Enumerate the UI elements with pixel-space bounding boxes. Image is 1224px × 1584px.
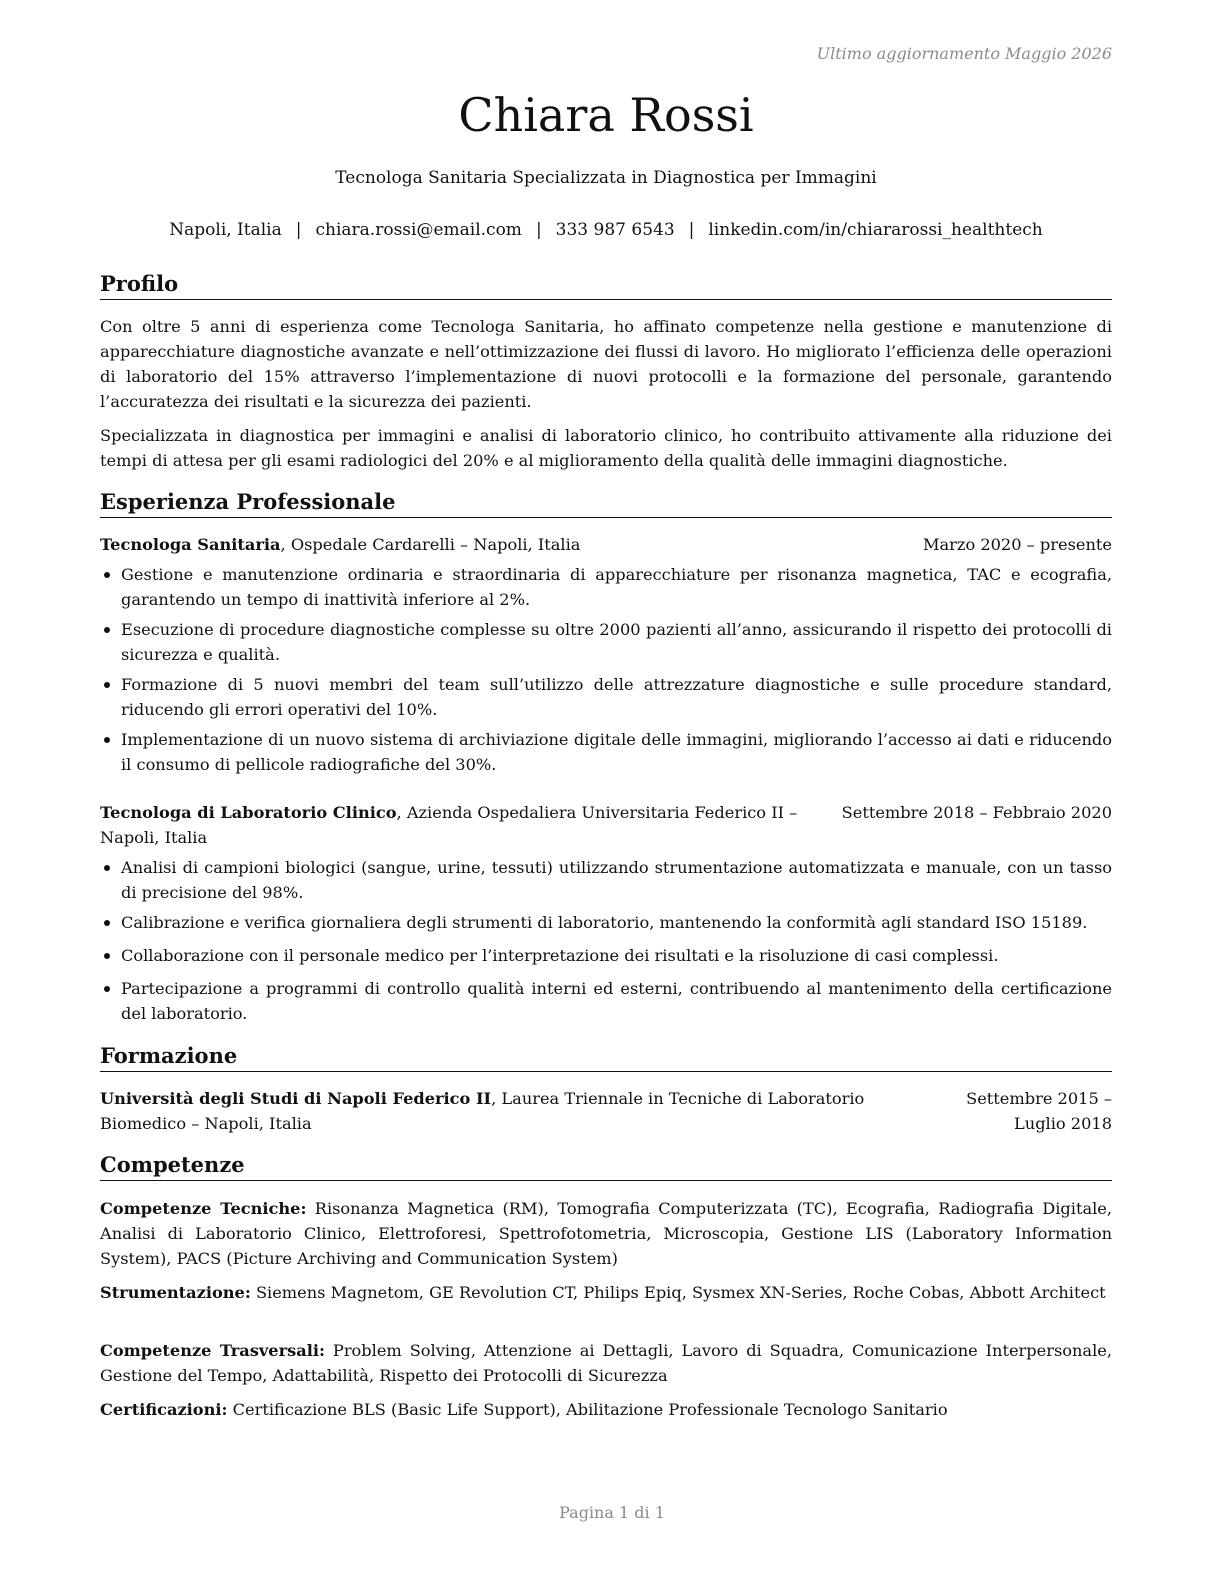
education-degree: , Laurea Triennale in Tecniche di Laboratorio Biomedico – Napoli, Italia — [100, 1089, 865, 1133]
job-bullet: Implementazione di un nuovo sistema di archiviazione digitale delle immagini, migliorando l’accesso ai dati e riducendo il consumo di pellicole radiografiche del 30%. — [100, 727, 1112, 777]
section-title-profile: Profilo — [100, 271, 1112, 300]
job-bullets — [100, 562, 1112, 782]
job-organization: , Ospedale Cardarelli – Napoli, Italia — [280, 535, 581, 554]
skill-group-label: Strumentazione: — [100, 1283, 251, 1302]
skill-group-text: Problem Solving, Attenzione ai Dettagli, Lavoro di Squadra, Comunicazione Interpersonale, Gestione del Tempo, Adattabilità, Rispetto dei Protocolli di Sicurezza — [100, 1341, 1112, 1385]
education-dates: Settembre 2015 – Luglio 2018 — [966, 1089, 1112, 1133]
skill-group-text: Siemens Magnetom, GE Revolution CT, Philips Epiq, Sysmex XN-Series, Roche Cobas, Abbott Architect — [250, 1283, 1106, 1302]
profile-paragraph-1: Con oltre 5 anni di esperienza come Tecnologa Sanitaria, ho affinato competenze nella gestione e manutenzione di apparecchiature diagnostiche avanzate e nell’ottimizzazione dei flussi di lavoro. Ho migliorato l’efficienza delle operazioni di laboratorio del 15% attraverso l’implementazione di nuovi protocolli e la formazione del personale, garantendo l’accuratezza dei risultati e la sicurezza dei pazienti. — [100, 317, 1112, 411]
job-organization: , Azienda Ospedaliera Universitaria Federico II – Napoli, Italia — [100, 803, 798, 847]
page-number: Pagina 1 di 1 — [559, 1503, 665, 1522]
last-updated: Ultimo aggiornamento Maggio 2026 — [816, 44, 1112, 63]
contact-separator: | — [295, 220, 302, 240]
section-title-skills: Competenze — [100, 1152, 1112, 1181]
skill-group — [100, 1397, 1112, 1422]
job-bullet: Calibrazione e verifica giornaliera degli strumenti di laboratorio, mantenendo la conformità agli standard ISO 15189. — [100, 910, 1112, 935]
job-bullet: Gestione e manutenzione ordinaria e straordinaria di apparecchiature per risonanza magnetica, TAC e ecografia, garantendo un tempo di inattività inferiore al 2%. — [100, 562, 1112, 612]
headline: Tecnologa Sanitaria Specializzata in Diagnostica per Immagini — [335, 168, 877, 188]
contact-separator: | — [688, 220, 695, 240]
job-role: Tecnologa di Laboratorio Clinico — [100, 803, 397, 822]
job-bullet: Formazione di 5 nuovi membri del team sull’utilizzo delle attrezzature diagnostiche e sulle procedure standard, riducendo gli errori operativi del 10%. — [100, 672, 1112, 722]
job-bullets — [100, 855, 1112, 1031]
job-bullet: Partecipazione a programmi di controllo qualità interni ed esterni, contribuendo al mantenimento della certificazione del laboratorio. — [100, 976, 1112, 1026]
contact-separator: | — [535, 220, 542, 240]
candidate-name: Chiara Rossi — [458, 88, 754, 142]
contact-email[interactable]: chiara.rossi@email.com — [315, 220, 522, 240]
job-role: Tecnologa Sanitaria — [100, 535, 281, 554]
skill-group-text: Risonanza Magnetica (RM), Tomografia Computerizzata (TC), Ecografia, Radiografia Digitale, Analisi di Laboratorio Clinico, Elettroforesi, Spettrofotometria, Microscopia, Gestione LIS (Laboratory Information System), PACS (Picture Archiving and Communication System) — [100, 1199, 1113, 1268]
education-school: Università degli Studi di Napoli Federico II — [100, 1089, 492, 1108]
skill-group-label: Competenze Trasversali: — [100, 1341, 325, 1360]
skill-group — [100, 1338, 1112, 1388]
job-header — [100, 532, 1112, 557]
job-bullet: Collaborazione con il personale medico per l’interpretazione dei risultati e la risoluzione di casi complessi. — [100, 943, 1112, 968]
contact-linkedin[interactable]: linkedin.com/in/chiararossi_healthtech — [708, 220, 1043, 240]
skill-group-label: Competenze Tecniche: — [100, 1199, 307, 1218]
education-entry — [100, 1086, 1112, 1136]
skill-group — [100, 1196, 1112, 1271]
section-title-experience: Esperienza Professionale — [100, 489, 1112, 518]
job-dates: Settembre 2018 – Febbraio 2020 — [841, 803, 1112, 822]
contact-phone[interactable]: 333 987 6543 — [555, 220, 675, 240]
skill-group-text: Certificazione BLS (Basic Life Support), Abilitazione Professionale Tecnologo Sanitario — [227, 1400, 948, 1419]
contact-location: Napoli, Italia — [169, 220, 282, 240]
job-header — [100, 800, 1112, 850]
job-bullet: Esecuzione di procedure diagnostiche complesse su oltre 2000 pazienti all’anno, assicurando il rispetto dei protocolli di sicurezza e qualità. — [100, 617, 1112, 667]
job-dates: Marzo 2020 – presente — [922, 535, 1112, 554]
contact-line — [100, 220, 1112, 240]
section-title-education: Formazione — [100, 1043, 1112, 1072]
job-bullet: Analisi di campioni biologici (sangue, urine, tessuti) utilizzando strumentazione automatizzata e manuale, con un tasso di precisione del 98%. — [100, 855, 1112, 905]
profile-paragraph-2: Specializzata in diagnostica per immagini e analisi di laboratorio clinico, ho contribuito attivamente alla riduzione dei tempi di attesa per gli esami radiologici del 20% e al miglioramento della qualità delle immagini diagnostiche. — [100, 426, 1112, 470]
skill-group — [100, 1280, 1112, 1305]
resume-page — [100, 0, 1112, 1584]
skill-group-label: Certificazioni: — [100, 1400, 228, 1419]
